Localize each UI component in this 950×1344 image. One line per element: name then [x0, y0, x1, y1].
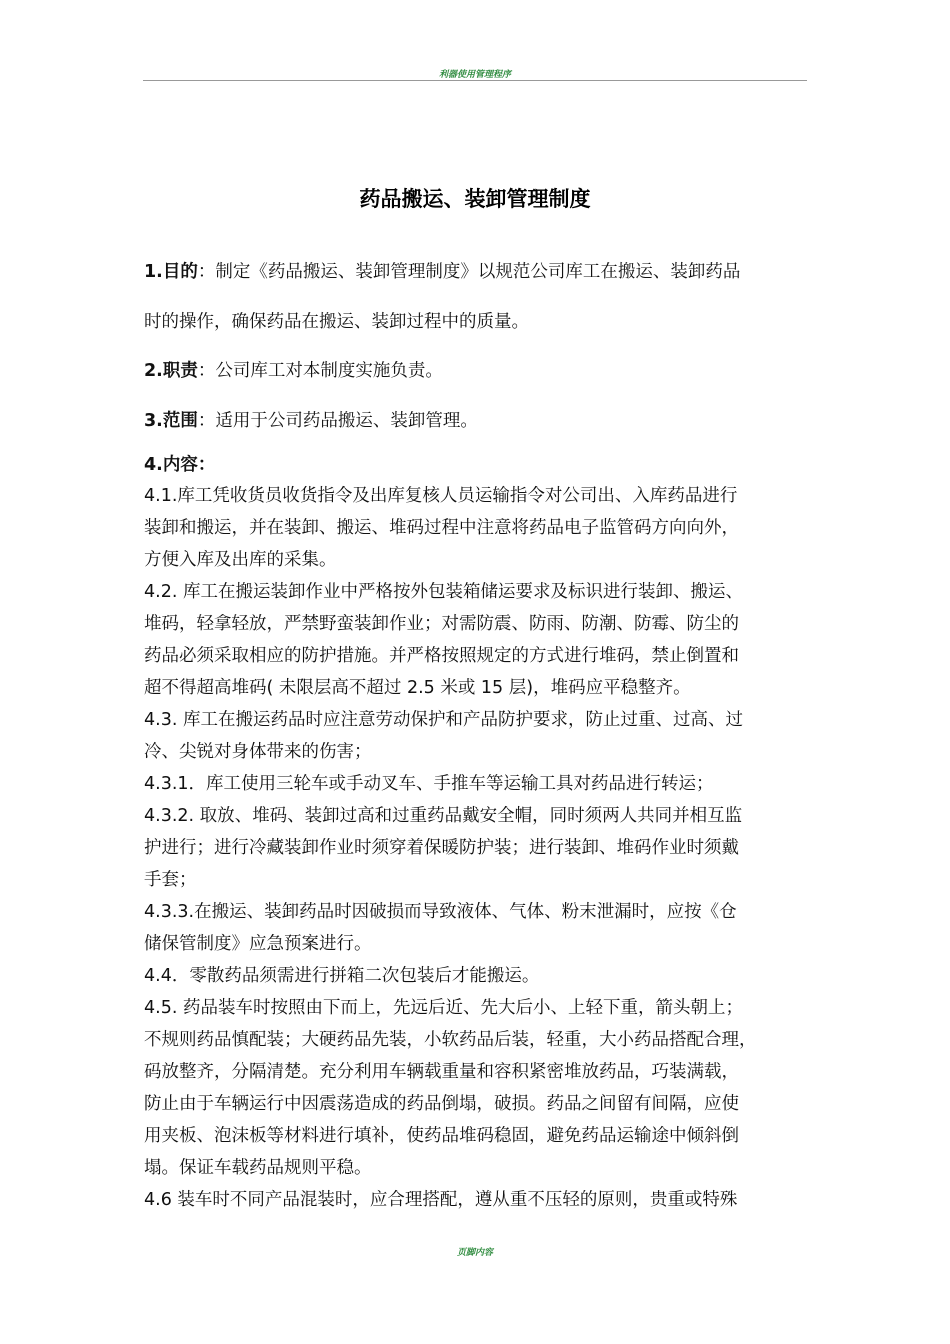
- content-heading: [144, 454, 814, 476]
- body-line: 4.3.1．库工使用三轮车或手动叉车、手推车等运输工具对药品进行转运；: [144, 774, 714, 794]
- body-line: 4.3.2. 取放、堆码、装卸过高和过重药品戴安全帽，同时须两人共同并相互监: [144, 806, 743, 826]
- body-line: 4.4．零散药品须需进行拼箱二次包装后才能搬运。: [144, 966, 540, 986]
- body-line: 4.3.3.在搬运、装卸药品时因破损而导致液体、气体、粉末泄漏时，应按《仓: [144, 902, 737, 922]
- body-line: 冷、尖锐对身体带来的伤害；: [144, 742, 372, 762]
- purpose-text-1: ：制定《药品搬运、装卸管理制度》以规范公司库工在搬运、装卸药品: [197, 262, 741, 282]
- body-line: 码放整齐，分隔清楚。充分利用车辆载重量和容积紧密堆放药品，巧装满载，: [144, 1062, 739, 1082]
- purpose-text-2: 时的操作，确保药品在搬运、装卸过程中的质量。: [144, 312, 529, 332]
- purpose-label: 1.目的: [144, 262, 198, 282]
- body-line: 超不得超高堆码( 未限层高不超过 2.5 米或 15 层)，堆码应平稳整齐。: [144, 678, 691, 698]
- page-header: 利器使用管理程序: [438, 70, 511, 80]
- body-line: 护进行；进行冷藏装卸作业时须穿着保暖防护装；进行装卸、堆码作业时须戴: [144, 838, 739, 858]
- body-line: 4.3. 库工在搬运药品时应注意劳动保护和产品防护要求，防止过重、过高、过: [144, 710, 743, 730]
- content-label: 4.内容: [144, 455, 198, 475]
- body-line: 4.6 装车时不同产品混装时，应合理搭配，遵从重不压轻的原则，贵重或特殊: [144, 1190, 738, 1210]
- body-line: 防止由于车辆运行中因震荡造成的药品倒塌，破损。药品之间留有间隔，应使: [144, 1094, 739, 1114]
- scope-paragraph: [144, 410, 814, 432]
- body-line: 手套；: [144, 870, 197, 890]
- body-line: 用夹板、泡沫板等材料进行填补，使药品堆码稳固，避免药品运输途中倾斜倒: [144, 1126, 739, 1146]
- body-line: 储保管制度》应急预案进行。: [144, 934, 372, 954]
- duty-label: 2.职责: [144, 361, 198, 381]
- scope-text: ：适用于公司药品搬运、装卸管理。: [197, 411, 478, 431]
- body-line: 药品必须采取相应的防护措施。并严格按照规定的方式进行堆码，禁止倒置和: [144, 646, 739, 666]
- document-title: 药品搬运、装卸管理制度: [359, 187, 591, 211]
- body-line: 4.2. 库工在搬运装卸作业中严格按外包装箱储运要求及标识进行装卸、搬运、: [144, 582, 743, 602]
- body-line: 方便入库及出库的采集。: [144, 550, 337, 570]
- body-line: 4.1.库工凭收货员收货指令及出库复核人员运输指令对公司出、入库药品进行: [144, 486, 738, 506]
- purpose-paragraph: [144, 261, 814, 283]
- body-line: 装卸和搬运，并在装卸、搬运、堆码过程中注意将药品电子监管码方向向外，: [144, 518, 739, 538]
- body-line: 4.5. 药品装车时按照由下而上，先远后近、先大后小、上轻下重，箭头朝上；: [144, 998, 743, 1018]
- scope-label: 3.范围: [144, 411, 198, 431]
- body-line: 塌。保证车载药品规则平稳。: [144, 1158, 372, 1178]
- duty-text: ：公司库工对本制度实施负责。: [197, 361, 443, 381]
- body-line: 堆码，轻拿轻放，严禁野蛮装卸作业；对需防震、防雨、防潮、防霉、防尘的: [144, 614, 739, 634]
- body-line: 不规则药品慎配装；大硬药品先装，小软药品后装，轻重，大小药品搭配合理，: [144, 1030, 757, 1050]
- duty-paragraph: [144, 360, 814, 382]
- header-divider: [143, 80, 807, 81]
- page-footer: 页脚内容: [456, 1248, 493, 1258]
- content-colon: ：: [197, 455, 216, 475]
